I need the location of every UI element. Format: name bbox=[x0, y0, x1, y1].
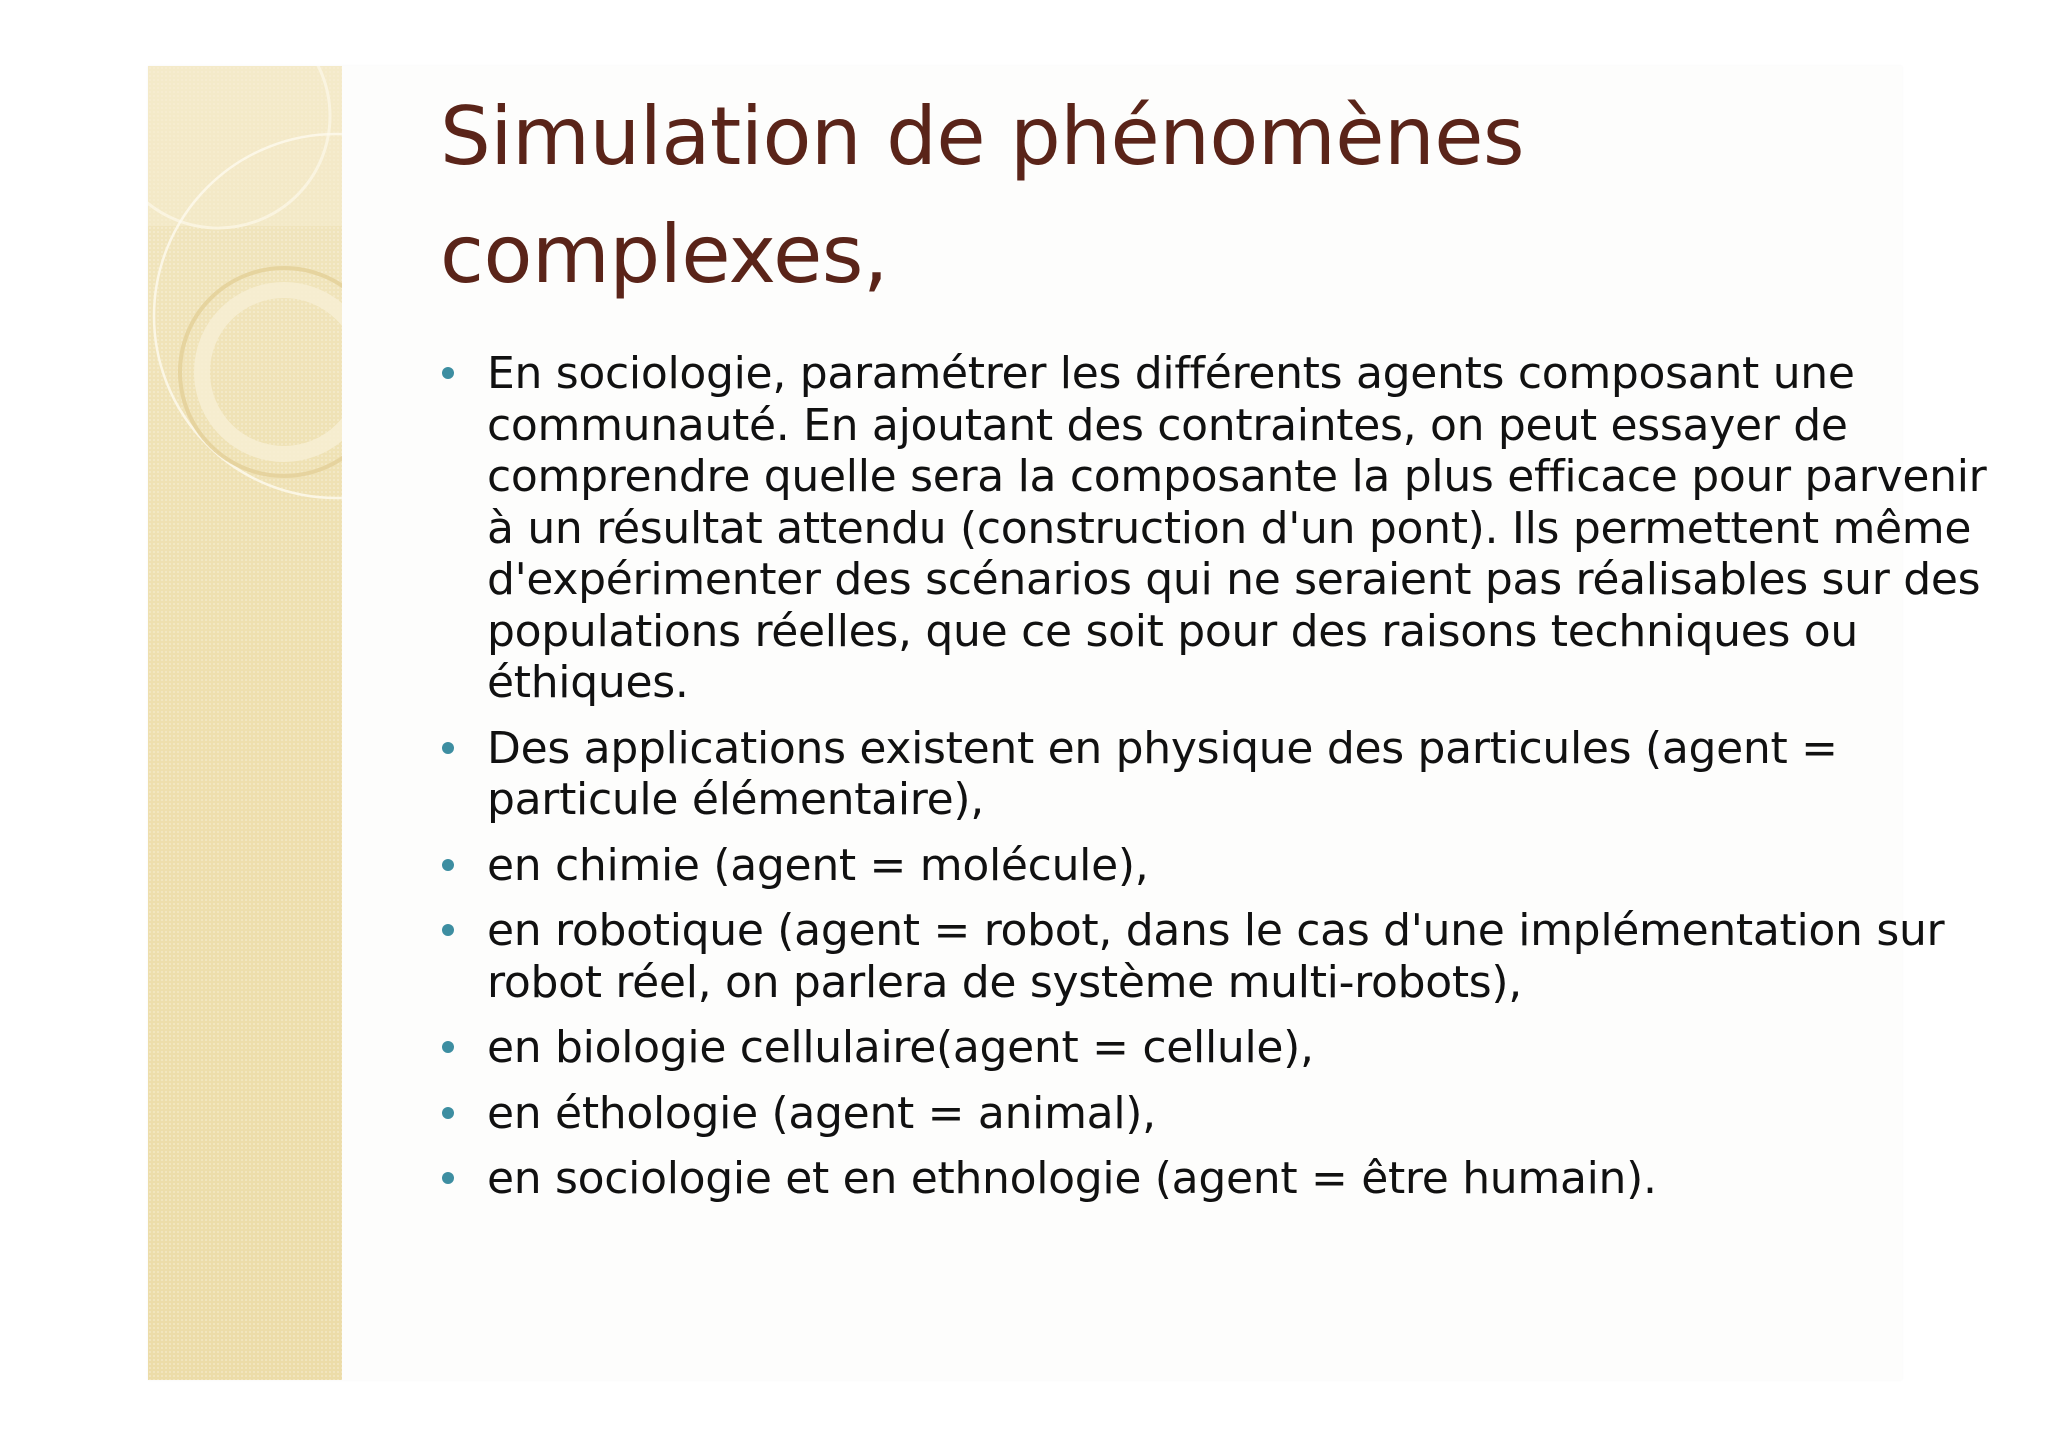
bullet-item bbox=[440, 348, 2000, 709]
bullet-item bbox=[440, 1022, 2000, 1074]
bullet-text: en éthologie (agent = animal), bbox=[487, 1087, 1156, 1139]
bullet-text: en chimie (agent = molécule), bbox=[487, 839, 1149, 891]
bullet-dot-icon bbox=[442, 1041, 454, 1053]
bullet-dot-icon bbox=[442, 924, 454, 936]
bullet-dot-icon bbox=[442, 1172, 454, 1184]
bullet-dot-icon bbox=[442, 742, 454, 754]
bullet-text: Des applications existent en physique des particules (agent = particule élémentaire), bbox=[487, 722, 1838, 825]
slide bbox=[148, 66, 1987, 1380]
bullet-item bbox=[440, 1153, 2000, 1205]
bullet-text: En sociologie, paramétrer les différents agents composant une communauté. En ajoutant des contraintes, on peut essayer de comprendre quelle sera la composante la plus efficace pour parvenir à un résultat attendu (construction d'un pont). Ils permettent même d'expérimenter des scénarios qui ne seraient pas réalisables sur des populations réelles, que ce soit pour des raisons techniques ou éthiques. bbox=[487, 348, 1987, 708]
bullet-text: en biologie cellulaire(agent = cellule), bbox=[487, 1022, 1314, 1073]
slide-title: Simulation de phénomènes complexes, bbox=[440, 90, 1525, 301]
bullet-item bbox=[440, 723, 2000, 826]
decorative-circles-graphic bbox=[148, 66, 342, 1380]
bullet-list bbox=[440, 348, 2000, 1219]
bullet-item bbox=[440, 905, 2000, 1008]
bullet-item bbox=[440, 1088, 2000, 1140]
bullet-text: en sociologie et en ethnologie (agent = être humain). bbox=[487, 1153, 1657, 1204]
bullet-item bbox=[440, 840, 2000, 892]
bullet-text: en robotique (agent = robot, dans le cas d'une implémentation sur robot réel, on parlera de système multi-robots), bbox=[487, 905, 1945, 1008]
bullet-dot-icon bbox=[442, 859, 454, 871]
bullet-dot-icon bbox=[442, 1107, 454, 1119]
decorative-sidebar bbox=[148, 66, 342, 1380]
bullet-dot-icon bbox=[442, 367, 454, 379]
